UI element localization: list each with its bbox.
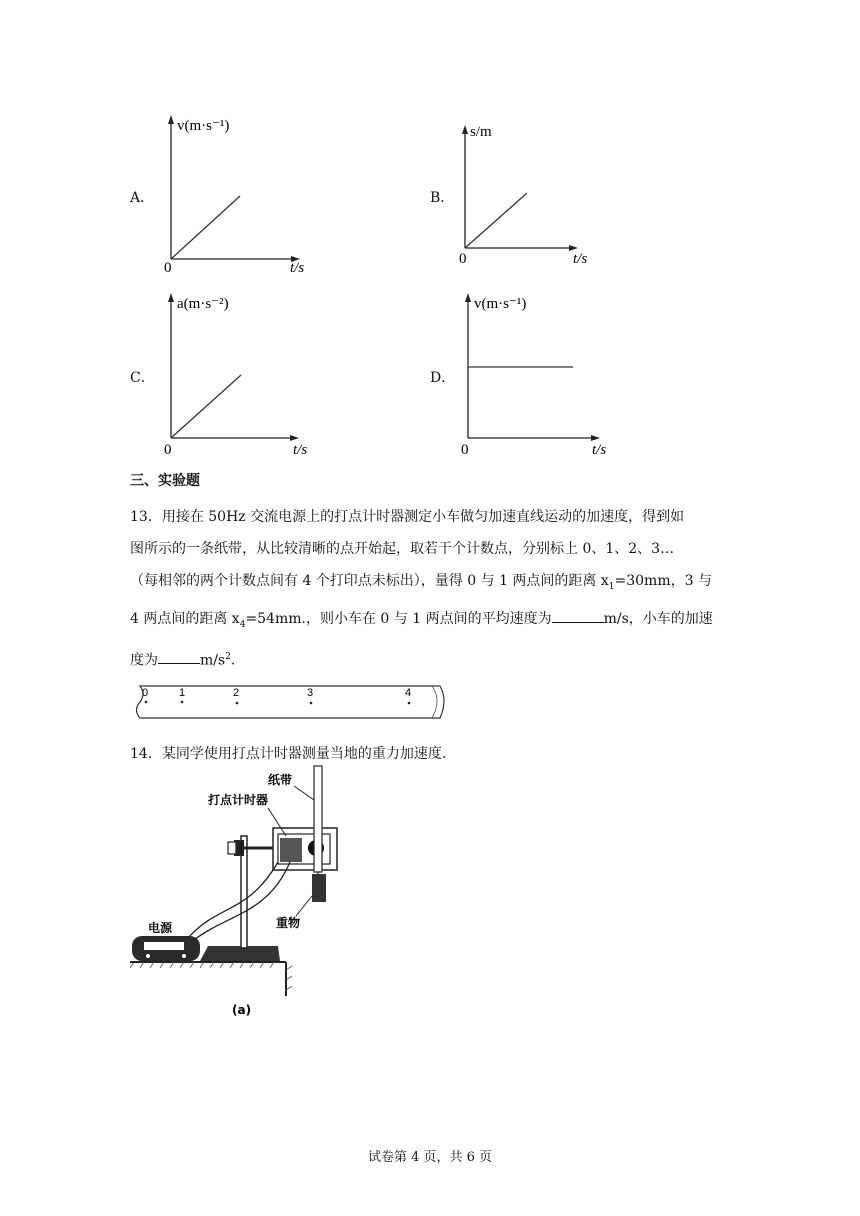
label-weight: 重物 [276, 916, 301, 930]
option-d-x-axis-label: t/s [592, 442, 607, 458]
option-b-graph [455, 120, 605, 274]
option-c-y-axis-label: a(m·s⁻²) [177, 296, 229, 312]
option-b-x-axis-label: t/s [573, 251, 588, 267]
svg-text:4: 4 [405, 687, 412, 699]
figure-caption: (a) [232, 1003, 252, 1017]
label-power-supply: 电源 [148, 921, 173, 935]
question-14: 14．某同学使用打点计时器测量当地的重力加速度. [130, 746, 447, 762]
option-c-origin: 0 [164, 442, 172, 458]
q13-blank-velocity[interactable] [552, 608, 604, 623]
option-d-graph [458, 288, 628, 462]
option-a-graph [160, 112, 320, 281]
option-c-label: C． [130, 370, 155, 386]
option-c-graph [160, 288, 320, 462]
apparatus-figure [128, 764, 368, 1028]
option-d-label: D． [430, 370, 456, 386]
q13-line-5: 度为 $m/s^2$. [130, 641, 730, 677]
option-a-origin: 0 [164, 260, 172, 276]
page-footer: 试卷第 4 页，共 6 页 [367, 1150, 493, 1165]
label-timer: 打点计时器 [208, 793, 269, 807]
section-title: 三、实验题 [130, 473, 200, 489]
q13-line-4: 4 两点间的距离 $x_4=54mm$.，则小车在 0 与 1 两点间的平均速度为 m/s，小车的加速 [130, 603, 730, 641]
option-a-label: A． [130, 190, 155, 206]
option-b-origin: 0 [459, 251, 467, 267]
q13-line-2: 图所示的一条纸带，从比较清晰的点开始起，取若干个计数点，分别标上 0、1、2、3… [130, 541, 675, 557]
svg-text:3: 3 [307, 687, 314, 699]
option-b-y-axis-label: s/m [470, 124, 492, 140]
option-d-origin: 0 [461, 442, 469, 458]
svg-text:1: 1 [179, 687, 186, 699]
q13-blank-acceleration[interactable] [158, 649, 200, 664]
svg-text:0: 0 [142, 687, 149, 699]
q13-line-3: （每相邻的两个计数点间有 4 个打印点未标出），量得 0 与 1 两点间的距离 $x_1=30mm$，3 与 [130, 573, 712, 592]
q13-line-1: 13．用接在 50Hz 交流电源上的打点计时器测定小车做匀加速直线运动的加速度，得到如 [130, 509, 685, 525]
svg-text:2: 2 [233, 687, 240, 699]
option-b-label: B． [430, 190, 455, 206]
label-paper-tape: 纸带 [268, 773, 293, 787]
paper-tape-figure [132, 680, 452, 729]
option-a-x-axis-label: t/s [290, 260, 305, 276]
option-a-y-axis-label: v(m·s⁻¹) [177, 118, 230, 134]
question-13 [130, 501, 730, 676]
option-c-x-axis-label: t/s [293, 442, 308, 458]
option-d-y-axis-label: v(m·s⁻¹) [474, 296, 527, 312]
